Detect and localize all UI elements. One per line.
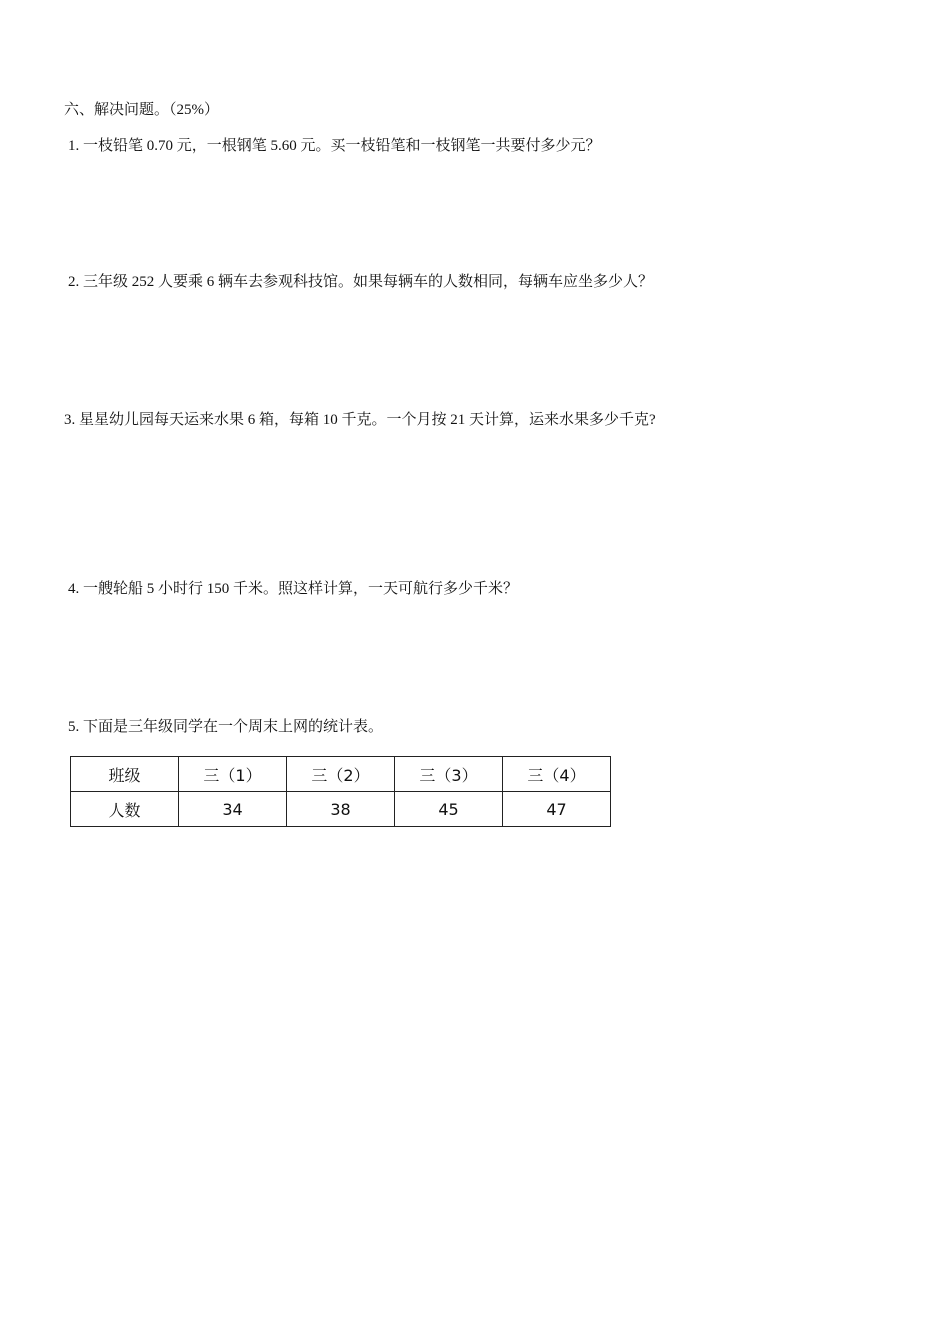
- table-cell-class: 三（4）: [503, 757, 611, 792]
- table-cell-count: 34: [179, 792, 287, 827]
- table-cell-count: 38: [287, 792, 395, 827]
- question-4: 4. 一艘轮船 5 小时行 150 千米。照这样计算，一天可航行多少千米？: [68, 581, 519, 597]
- table-cell-class: 三（3）: [395, 757, 503, 792]
- table-cell-class: 三（1）: [179, 757, 287, 792]
- question-1: 1. 一枝铅笔 0.70 元，一根钢笔 5.60 元。买一枝铅笔和一枝钢笔一共要付多少元？: [68, 138, 601, 154]
- table-cell-count: 47: [503, 792, 611, 827]
- internet-statistics-table: [70, 756, 611, 827]
- table-cell-count: 45: [395, 792, 503, 827]
- section-heading: 六、解决问题。（25%）: [64, 102, 219, 118]
- table-row-count: [71, 792, 611, 827]
- question-2: 2. 三年级 252 人要乘 6 辆车去参观科技馆。如果每辆车的人数相同，每辆车应坐多少人？: [68, 274, 654, 290]
- table-header-count: 人数: [71, 792, 179, 827]
- table-row-class: [71, 757, 611, 792]
- question-3: 3. 星星幼儿园每天运来水果 6 箱，每箱 10 千克。一个月按 21 天计算，运来水果多少千克?: [64, 412, 656, 428]
- table-cell-class: 三（2）: [287, 757, 395, 792]
- question-5: 5. 下面是三年级同学在一个周末上网的统计表。: [68, 719, 384, 735]
- table-header-class: 班级: [71, 757, 179, 792]
